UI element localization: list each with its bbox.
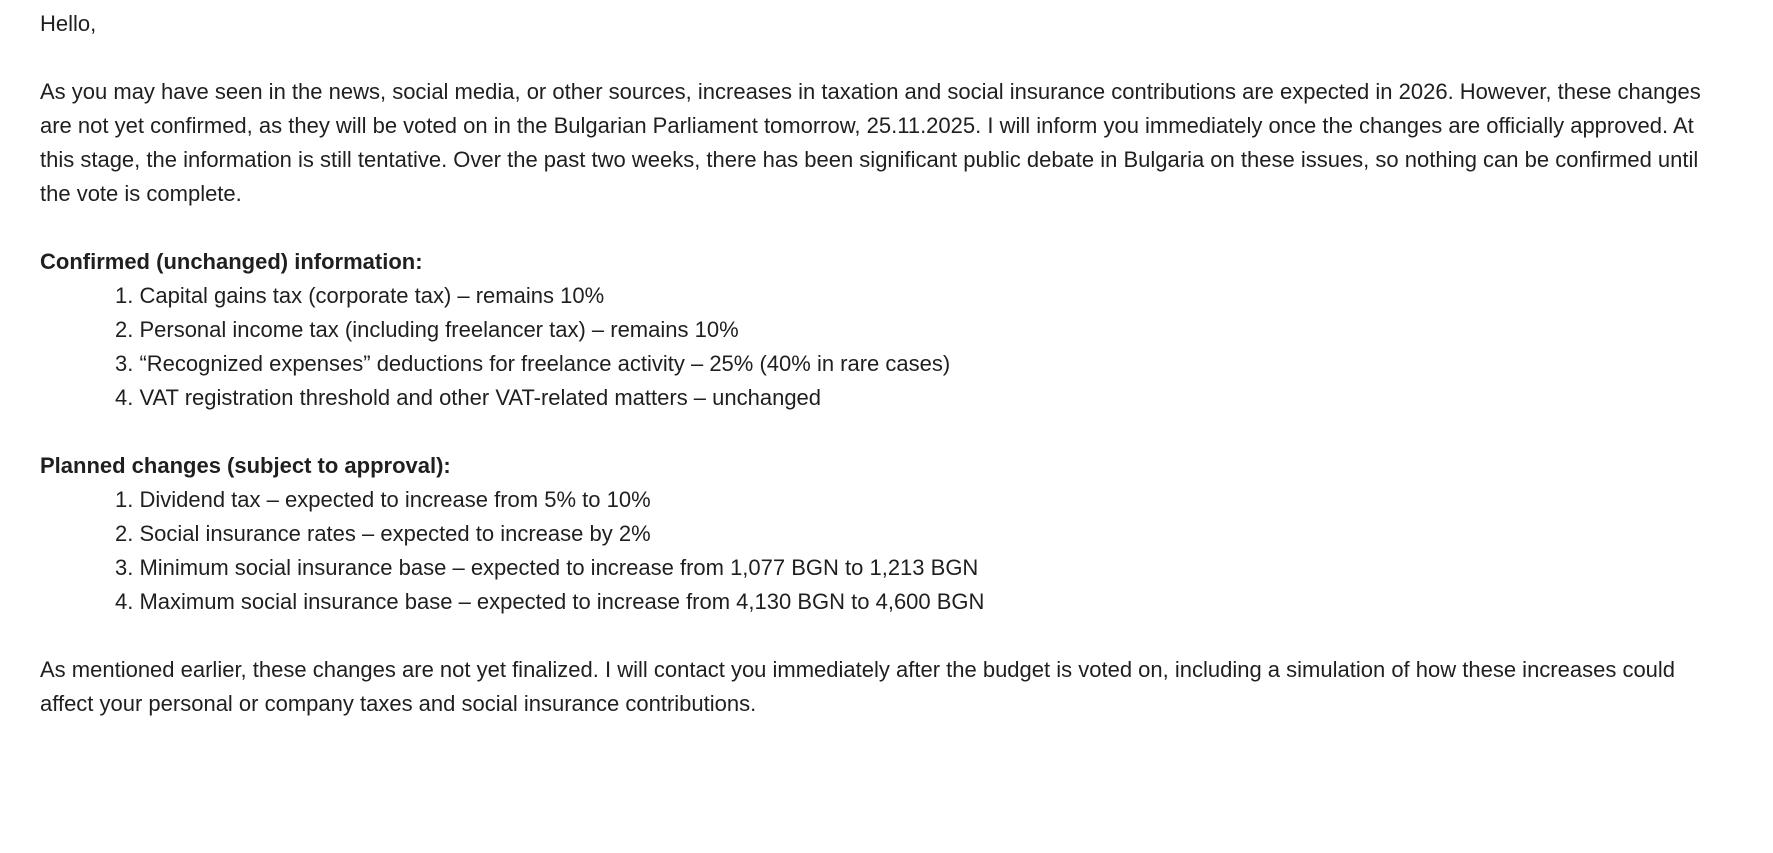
greeting-text: Hello, — [40, 11, 97, 36]
confirmed-list — [40, 279, 1731, 415]
list-item: 2. Personal income tax (including freelancer tax) – remains 10% — [115, 317, 739, 342]
list-item: 2. Social insurance rates – expected to increase by 2% — [115, 521, 651, 546]
section-heading-confirmed: Confirmed (unchanged) information: — [40, 249, 423, 274]
list-item: 1. Dividend tax – expected to increase from 5% to 10% — [115, 487, 651, 512]
section-confirmed — [40, 245, 1731, 415]
closing-paragraph: As mentioned earlier, these changes are not yet finalized. I will contact you immediately after the budget is voted on, including a simulation of how these increases could affect your personal or company taxes and social insurance contributions. — [40, 657, 1676, 716]
list-item: 4. VAT registration threshold and other VAT-related matters – unchanged — [115, 385, 822, 410]
section-heading-planned: Planned changes (subject to approval): — [40, 453, 451, 478]
planned-list — [40, 483, 1731, 619]
list-item: 4. Maximum social insurance base – expected to increase from 4,130 BGN to 4,600 BGN — [115, 589, 985, 614]
list-item: 1. Capital gains tax (corporate tax) – remains 10% — [115, 283, 605, 308]
intro-paragraph: As you may have seen in the news, social media, or other sources, increases in taxation and social insurance contributions are expected in 2026. However, these changes are not yet confirmed, as they will be voted on in the Bulgarian Parliament tomorrow, 25.11.2025. I will inform you immediately once the changes are officially approved. At this stage, the information is still tentative. Over the past two weeks, there has been significant public debate in Bulgaria on these issues, so nothing can be confirmed until the vote is complete. — [40, 79, 1701, 206]
list-item: 3. “Recognized expenses” deductions for freelance activity – 25% (40% in rare cases) — [115, 351, 951, 376]
section-planned — [40, 449, 1731, 619]
list-item: 3. Minimum social insurance base – expected to increase from 1,077 BGN to 1,213 BGN — [115, 555, 979, 580]
